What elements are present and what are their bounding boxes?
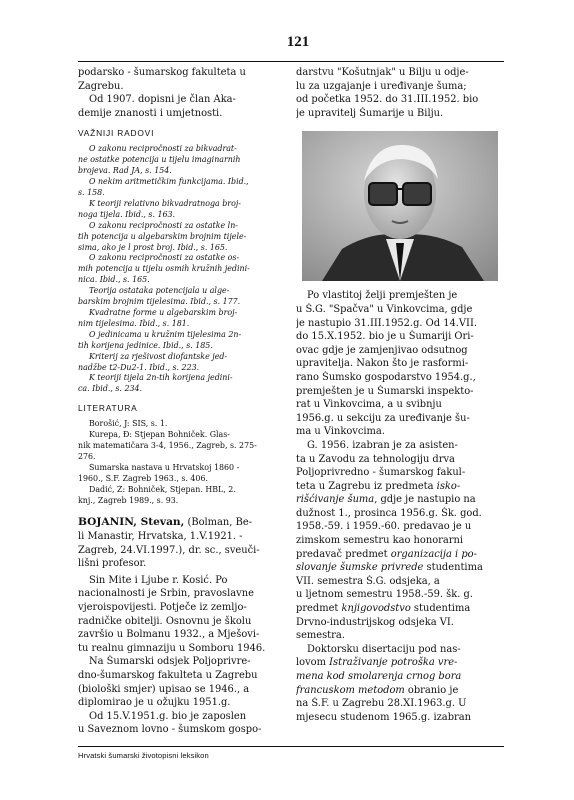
- literature-list: [78, 419, 284, 506]
- works-heading: VAŽNIJI RADOVI: [78, 128, 155, 139]
- works-line: K teoriji relativno bikvadratnoga broj-: [89, 198, 241, 208]
- footer-rule: [78, 746, 504, 747]
- entry-bojanin: BOJANIN, Stevan, (Bolman, Be- li Manastir, Hrvatska, 1.V.1921. - Zagreb, 24.VI.1997.), dr. sc., sveuči- lišni profesor. Sin Mite i Ljube r. Kosić. Po nacionalnosti je Srbin, pravoslavne vjeroispovijesti. Potječe iz zemljo- radničke obitelji. Osnovnu je školu završio u Bolmanu 1932., a Mješovi- tu realnu gimnaziju u Somboru 1946. Na Šumarski odsjek Poljoprivre- dno-šumarskog fakulteta u Zagrebu (biološki smjer) upisao se 1946., a diplomirao je u ožujku 1951.g. Od 15.V.1951.g. bio je zaposlen u Saveznom lovno - šumskom gospo-: [78, 516, 266, 736]
- intro-text: podarsko - šumarskog fakulteta u Zagrebu. Od 1907. dopisni je član Aka- demije znanosti i umjetnosti.: [78, 67, 246, 119]
- header-rule: [78, 61, 504, 62]
- works-line: tih potencija u algebarskim brojnim tijele-: [78, 231, 247, 241]
- entry-headword: BOJANIN, Stevan,: [78, 516, 185, 529]
- literature-line: 276.: [78, 451, 96, 461]
- works-line: O zakonu recipročnosti za ostatke ln-: [89, 220, 238, 230]
- works-line: ne ostatke potencija u tijelu imaginarnih: [78, 155, 241, 165]
- works-line: sima, ako je l prost broj. Ibid., s. 165.: [78, 242, 228, 252]
- works-list: [78, 144, 284, 395]
- works-line: nim tijelesima. Ibid., s. 181.: [78, 318, 190, 328]
- works-line: Teorija ostataka potencijala u alge-: [89, 286, 230, 296]
- literature-line: Kurepa, Đ: Stjepan Bohniček. Glas-: [89, 430, 230, 440]
- works-line: K teoriji tijela 2n-tih korijena jedini-: [89, 373, 233, 383]
- works-line: mih potencija u tijelu osmih kružnih jedini-: [78, 264, 250, 274]
- literature-line: nik matematičara 3-4, 1956., Zagreb, s. 275-: [78, 441, 257, 451]
- literature-line: knj., Zagreb 1989., s. 93.: [78, 495, 179, 505]
- works-line: O zakonu recipročnosti za ostatke os-: [89, 253, 240, 263]
- footer-title: Hrvatski šumarski životopisni leksikon: [78, 751, 209, 760]
- literature-line: Borošić, J: ŠIS, s. 1.: [89, 419, 168, 429]
- works-line: O jedinicama u kružnim tijelesima 2n-: [89, 329, 242, 339]
- works-line: brojeva. Rad JA, s. 154.: [78, 166, 172, 176]
- works-line: O zakonu recipročnosti za bikvadrat-: [89, 144, 237, 154]
- works-line: nica. Ibid., s. 165.: [78, 275, 150, 285]
- page-number: 121: [286, 34, 310, 50]
- works-line: O nekim aritmetičkim funkcijama. Ibid.,: [89, 177, 249, 187]
- literature-line: Šumarska nastava u Hrvatskoj 1860 -: [89, 462, 240, 472]
- works-line: nadžbe t2-Du2-1. Ibid., s. 223.: [78, 362, 200, 372]
- works-line: noga tijela. Ibid., s. 163.: [78, 209, 176, 219]
- works-line: s. 158.: [78, 188, 105, 197]
- literature-line: Dadić, Ž: Bohniček, Stjepan. HBL, 2.: [89, 484, 236, 494]
- works-line: Kriterij za rješivost diofantske jed-: [89, 351, 228, 361]
- left-column: [78, 66, 284, 737]
- works-line: tih korijena jedinice. Ibid., s. 185.: [78, 340, 213, 350]
- literature-line: 1960., Š.F. Zagreb 1963., s. 406.: [78, 473, 208, 483]
- right-body: Po vlastitoj želji premješten je u Š.G. "Spačva" u Vinkovcima, gdje je nastupio 31.III.1952.g. Od 14.VII. do 15.X.1952. bio je u Šumariji Ori- ovac gdje je zamjenjivao odsutnog upravitelja. Nakon što je rasformi- rano Šumsko gospodarstvo 1954.g., premješten je u Šumarski inspekto- rat u Vinkovcima, a u svibnju 1956.g. u sekciju za uređivanje šu- ma u Vinkovcima. G. 1956. izabran je za asisten- ta u Zavodu za tehnologiju drva Poljoprivredno - šumarskog fakul- teta u Zagrebu iz predmeta isko- rišćivanje šuma, gdje je nastupio na dužnost 1., prosinca 1956.g. Šk. god. 1958.-59. i 1959.-60. predavao je u zimskom semestru kao honorarni predavač predmet organizacija i po- slovanje šumske privrede studentima VII. semestra Š.G. odsjeka, a u ljetnom semestru 1958.-59. šk. g. predmet knjigovodstvo studentima Drvno-industrijskog odsjeka VI. semestra. Doktorsku disertaciju pod nas- lovom Istraživanje potroška vre- mena kod smolarenja crnog bora francuskom metodom obranio je na Š.F. u Zagrebu 28.XI.1963.g. U mjesecu studenom 1965.g. izabran: [296, 290, 483, 723]
- right-column: [296, 66, 504, 724]
- portrait-photo: [302, 131, 498, 281]
- works-line: ca. Ibid., s. 234.: [78, 384, 143, 394]
- works-line: barskim brojnim tijelesima. Ibid., s. 177.: [78, 297, 241, 307]
- right-top-text: darstvu "Košutnjak" u Bilju u odje- lu za uzgajanje i uređivanje šuma; od početka 1952. do 31.III.1952. bio je upravitelj Šumarije u Bilju.: [296, 67, 479, 119]
- works-line: Kvadratne forme u algebarskim broj-: [89, 307, 238, 317]
- literature-heading: LITERATURA: [78, 403, 138, 414]
